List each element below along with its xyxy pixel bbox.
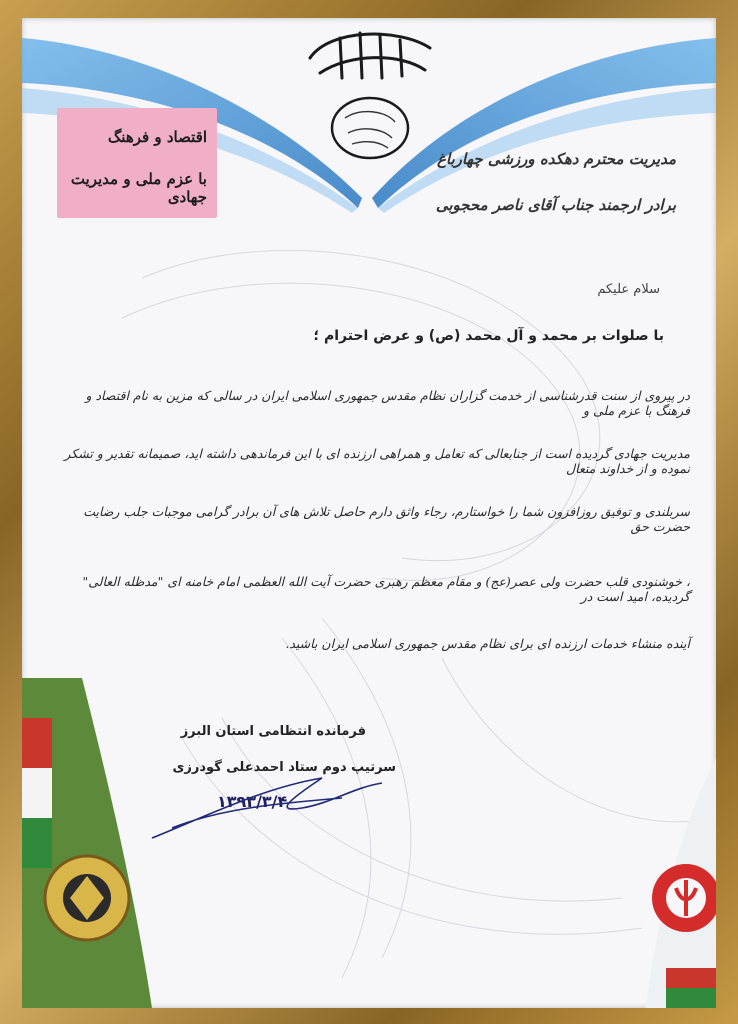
salutation: با صلوات بر محمد و آل محمد (ص) و عرض احترام ؛ (313, 328, 664, 344)
recipient-name: برادر ارجمند جناب آقای ناصر محجوبی (435, 196, 676, 214)
body-line-4: ، خوشنودی قلب حضرت ولی عصر(عج) و مقام معظم رهبری حضرت آیت الله العظمی امام خامنه ای "مدظله العالی" گردیده، امید است در (82, 574, 690, 604)
recipient-title: مدیریت محترم دهکده ورزشی چهارباغ (436, 150, 676, 168)
certificate-paper (22, 18, 716, 1008)
signature-scribble (142, 758, 402, 848)
body-line-2: مدیریت جهادی گردیده است از جنابعالی که تعامل و همراهی ارزنده ای با این فرماندهی داشته اید، صمیمانه تقدیر و تشکر نموده و از خداوند متعال (64, 446, 690, 476)
body-line-5: آینده منشاء خدمات ارزنده ای برای نظام مقدس جمهوری اسلامی ایران باشید. (285, 636, 690, 651)
body-line-1: در پیروی از سنت قدرشناسی از خدمت گزاران نظام مقدس جمهوری اسلامی ایران در سالی که مزین به نام اقتصاد و فرهنگ با عزم ملی و (85, 388, 690, 418)
slogan-badge (57, 108, 217, 218)
body-line-3: سربلندی و توفیق روزافزون شما را خواستارم، رجاء واثق دارم حاصل تلاش های آن برادر گرامی موجبات جلب رضایت حضرت حق (83, 504, 690, 534)
bismillah-calligraphy-icon (290, 18, 450, 168)
signature-date: ۱۳۹۳/۳/۴ (217, 792, 288, 811)
iran-flag-emblem-icon (606, 758, 716, 1008)
police-emblem-icon (22, 678, 172, 1008)
slogan-line-2: با عزم ملی و مدیریت جهادی (70, 170, 207, 206)
greeting: سلام علیکم (597, 282, 660, 297)
signer-name: سرتیپ دوم ستاد احمدعلی گودرزی (172, 760, 396, 775)
slogan-line-1: اقتصاد و فرهنگ (107, 128, 207, 146)
signer-title: فرمانده انتظامی استان البرز (180, 724, 366, 739)
